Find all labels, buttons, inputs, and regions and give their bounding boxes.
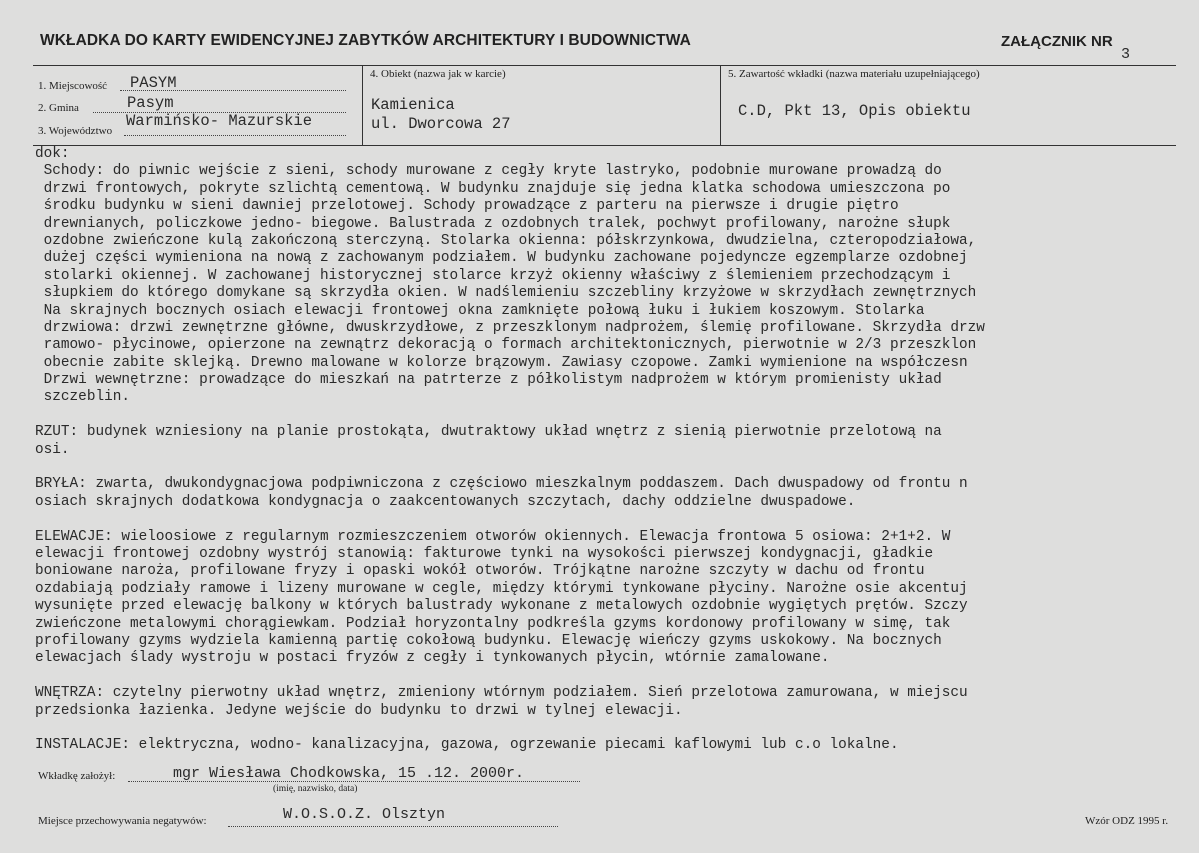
annex-number: 3 bbox=[1121, 46, 1131, 63]
text-line: osiach skrajnych dodatkowa kondygnacja o zaakcentowanych szczytach, dachy oddzielne dwuspadowe. bbox=[35, 493, 856, 510]
page-title: WKŁADKA DO KARTY EWIDENCYJNEJ ZABYTKÓW ARCHITEKTURY I BUDOWNICTWA bbox=[40, 32, 691, 49]
storage-value: W.O.S.O.Z. Olsztyn bbox=[283, 806, 446, 823]
contents-value: C.D, Pkt 13, Opis obiektu bbox=[738, 102, 971, 120]
text-line: Drzwi wewnętrzne: prowadzące do mieszkań na patrterze z półkolistym nadprożem w którym promienisty układ bbox=[35, 372, 942, 389]
text-line: przedsionka łazienka. Jedyne wejście do budynku to drzwi w tylnej elewacji. bbox=[35, 702, 683, 719]
voivodeship-label: 3. Województwo bbox=[38, 125, 113, 137]
header-top-rule bbox=[33, 65, 1176, 66]
text-line: osi. bbox=[35, 441, 70, 458]
text-line bbox=[35, 407, 1195, 424]
text-line: stolarki okiennej. W zachowanej historycznej stolarce krzyż okienny właściwy z ślemieniem przechodzącym i bbox=[35, 267, 951, 284]
text-line bbox=[35, 511, 1195, 528]
storage-dots bbox=[228, 826, 558, 827]
text-line: zwieńczone metalowymi chorągiewkam. Podział horyzontalny podkreśla gzyms kordonowy profilowany w simę, tak bbox=[35, 615, 951, 632]
text-line: słupkiem do którego domykane są skrzydła okien. W nadślemieniu szczebliny krzyżowe w skrzydłach zewnętrznych bbox=[35, 285, 977, 302]
contents-label: 5. Zawartość wkładki (nazwa materiału uzupełniającego) bbox=[728, 68, 980, 80]
text-line: ramowo- płycinowe, opierzone na zewnątrz dekoracją o formach architektonicznych, pierwotnie w 2/3 przeszklon bbox=[35, 337, 977, 354]
header-divider-2 bbox=[720, 65, 721, 145]
locality-value: PASYM bbox=[130, 74, 177, 92]
author-hint: (imię, nazwisko, data) bbox=[273, 784, 358, 794]
text-line bbox=[35, 459, 1195, 476]
text-line: elewacjach ślady wystroju w postaci fryzów z cegły i tynkowanych płycin, wtórnie zamalowane. bbox=[35, 650, 830, 667]
storage-label: Miejsce przechowywania negatywów: bbox=[38, 815, 207, 827]
object-address: ul. Dworcowa 27 bbox=[371, 115, 511, 133]
author-value: mgr Wiesława Chodkowska, 15 .12. 2000r. bbox=[173, 765, 525, 782]
text-line: boniowane naroża, profilowane fryzy i opaski wokół otworów. Trójkątne narożne szczyty w dachu od frontu bbox=[35, 563, 925, 580]
annex-label: ZAŁĄCZNIK NR bbox=[1001, 33, 1113, 50]
text-line: wysunięte przed elewację balkony w których balustrady wykonane z metalowych ozdobnie wygiętych prętów. Szczy bbox=[35, 598, 968, 615]
text-line: szczeblin. bbox=[35, 389, 130, 406]
text-line: drzwi frontowych, pokryte szlichtą cementową. W budynku znajduje się jedna klatka schodowa umieszczona po bbox=[35, 180, 951, 197]
text-line: dużej części wymieniona na nową z zachowanym podziałem. W budynku zachowane pojedyncze egzemplarze ozdobnej bbox=[35, 250, 968, 267]
text-line: środku budynku w sieni dawniej przelotowej. Schody prowadzące z parteru na pierwsze i drugie piętro bbox=[35, 198, 899, 215]
text-line bbox=[35, 720, 1195, 737]
commune-value: Pasym bbox=[127, 94, 174, 112]
voivodeship-value: Warmińsko- Mazurskie bbox=[126, 112, 313, 130]
text-line: profilowany gzyms wydziela kamienną partię cokołową budynku. Elewację wieńczy gzyms uskokowy. Na bocznych bbox=[35, 632, 942, 649]
form-template-label: Wzór ODZ 1995 r. bbox=[1085, 815, 1169, 827]
text-line: obecnie zabite sklejką. Drewno malowane w kolorze brązowym. Zawiasy czopowe. Zamki wymienione na współczesn bbox=[35, 354, 968, 371]
text-line: Na skrajnych bocznych osiach elewacji frontowej okna zamknięte połową łuku i łukiem koszowym. Stolarka bbox=[35, 302, 925, 319]
object-label: 4. Obiekt (nazwa jak w karcie) bbox=[370, 68, 506, 80]
text-line: Schody: do piwnic wejście z sieni, schody murowane z cegły kryte lastryko, podobnie murowane prowadzą do bbox=[35, 163, 942, 180]
voivodeship-dots bbox=[124, 135, 346, 136]
text-line: ELEWACJE: wieloosiowe z regularnym rozmieszczeniem otworów okiennych. Elewacja frontowa 5 osiowa: 2+1+2. W bbox=[35, 528, 951, 545]
text-line: ozdobne zwieńczone kulą zakończoną sterczyną. Stolarka okienna: półskrzynkowa, dwudzielna, czteropodziałowa, bbox=[35, 232, 977, 249]
text-line: RZUT: budynek wzniesiony na planie prostokąta, dwutraktowy układ wnętrz z sienią pierwotnie przelotową na bbox=[35, 424, 942, 441]
description-text bbox=[35, 146, 1195, 755]
text-line: elewacji frontowej ozdobny wystrój stanowią: fakturowe tynki na wysokości pierwszej kondygnacji, gładkie bbox=[35, 545, 934, 562]
text-line: ozdabiają podziały ramowe i lizeny murowane w cegle, między którymi tynkowane płyciny. Narożne osie akcentuj bbox=[35, 580, 968, 597]
object-name: Kamienica bbox=[371, 96, 455, 114]
text-line: drzwiowa: drzwi zewnętrzne główne, dwuskrzydłowe, z przeszklonym nadprożem, ślemię profilowane. Skrzydła drzw bbox=[35, 319, 985, 336]
commune-label: 2. Gmina bbox=[38, 102, 79, 114]
header-divider-1 bbox=[362, 65, 363, 145]
author-label: Wkładkę założył: bbox=[38, 770, 116, 782]
text-line bbox=[35, 668, 1195, 685]
locality-label: 1. Miejscowość bbox=[38, 80, 108, 92]
text-line: BRYŁA: zwarta, dwukondygnacjowa podpiwniczona z częściowo mieszkalnym poddaszem. Dach dwuspadowy od frontu n bbox=[35, 476, 968, 493]
text-line: drewnianych, policzkowe jedno- biegowe. Balustrada z ozdobnych tralek, pochwyt profilowany, narożne słupk bbox=[35, 215, 951, 232]
text-line: WNĘTRZA: czytelny pierwotny układ wnętrz, zmieniony wtórnym podziałem. Sień przelotowa zamurowana, w miejscu bbox=[35, 685, 968, 702]
text-line: dok: bbox=[35, 146, 70, 162]
text-line: INSTALACJE: elektryczna, wodno- kanalizacyjna, gazowa, ogrzewanie piecami kaflowymi lub c.o lokalne. bbox=[35, 737, 899, 754]
